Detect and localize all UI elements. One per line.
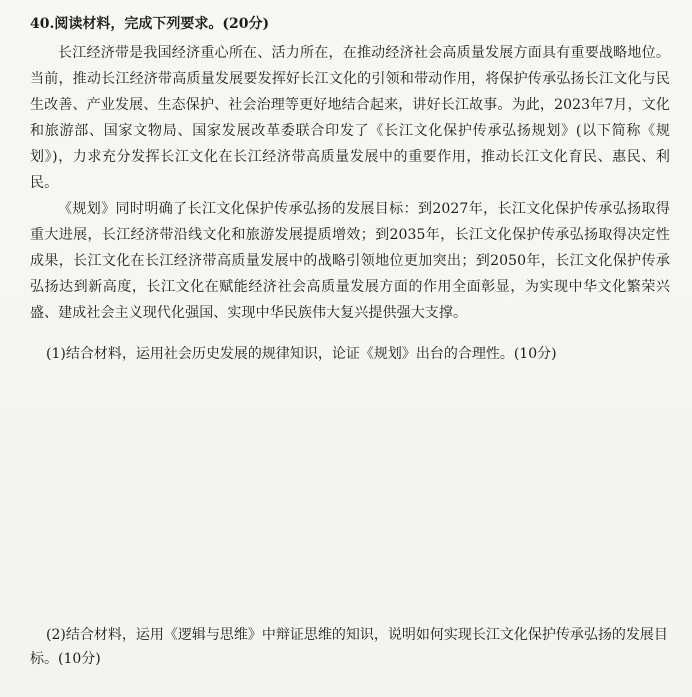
material-paragraph-2: 《规划》同时明确了长江文化保护传承弘扬的发展目标：到2027年，长江文化保护传承弘扬取得重大进展，长江经济带沿线文化和旅游发展提质增效；到2035年，长江文化保护传承弘扬取得决定性成果，长江文化在长江经济带高质量发展中的战略引领地位更加突出；到2050年，长江文化保护传承弘扬达到新高度，长江文化在赋能经济社会高质量发展方面的作用全面彰显，为实现中华文化繁荣兴盛、建成社会主义现代化强国、实现中华民族伟大复兴提供强大支撑。: [30, 201, 670, 321]
sub-question-2: (2)结合材料，运用《逻辑与思维》中辩证思维的知识，说明如何实现长江文化保护传承弘扬的发展目标。(10分): [30, 627, 668, 667]
material-paragraph-1: 长江经济带是我国经济重心所在、活力所在，在推动经济社会高质量发展方面具有重要战略地位。当前，推动长江经济带高质量发展要发挥好长江文化的引领和带动作用，将保护传承弘扬长江文化与民生改善、产业发展、生态保护、社会治理等更好地结合起来，讲好长江故事。为此，2023年7月，文化和旅游部、国家文物局、国家发展改革委联合印发了《长江文化保护传承弘扬规划》(以下简称《规划》)，力求充分发挥长江文化在长江经济带高质量发展中的重要作用，推动长江文化育民、惠民、利民。: [30, 45, 670, 191]
sub-question-1: (1)结合材料，运用社会历史发展的规律知识，论证《规划》出台的合理性。(10分): [46, 346, 557, 362]
question-title: 40.阅读材料，完成下列要求。(20分): [30, 16, 270, 32]
question-40: [30, 14, 670, 326]
